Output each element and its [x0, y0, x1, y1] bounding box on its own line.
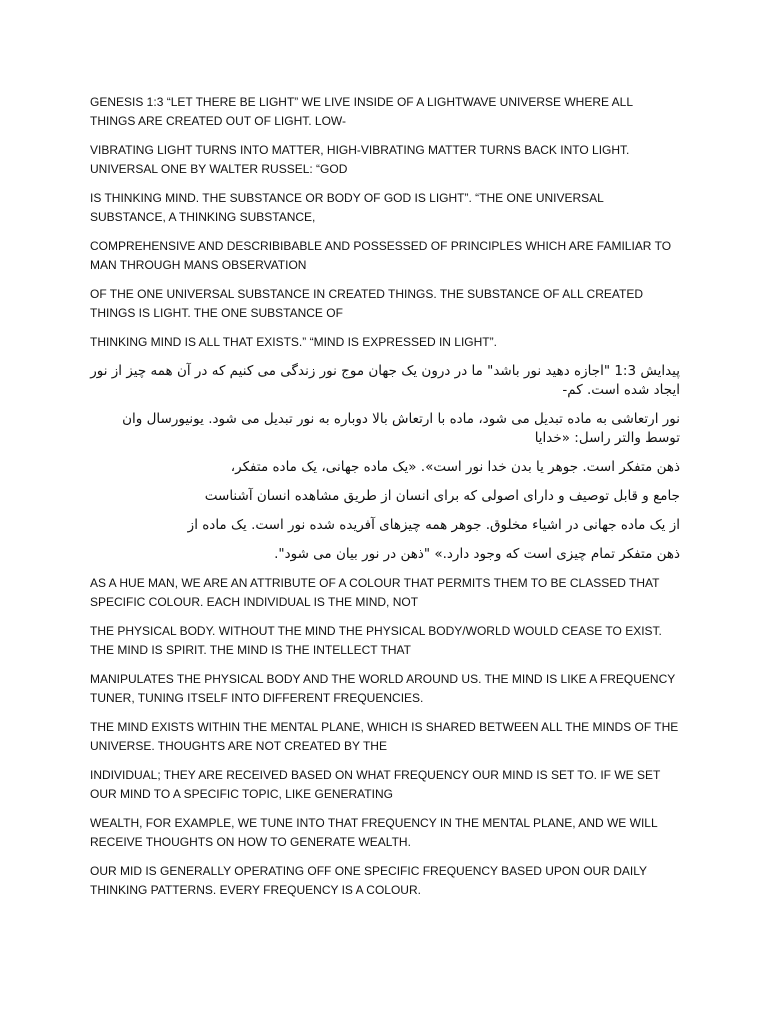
paragraph: INDIVIDUAL; THEY ARE RECEIVED BASED ON WHAT FREQUENCY OUR MIND IS SET TO. IF WE SET OUR MIND TO A SPECIFIC TOPIC, LIKE GENERATING: [90, 768, 661, 801]
paragraph: COMPREHENSIVE AND DESCRIBIBABLE AND POSSESSED OF PRINCIPLES WHICH ARE FAMILIAR TO MAN THROUGH MANS OBSERVATION: [90, 239, 672, 272]
paragraph: VIBRATING LIGHT TURNS INTO MATTER, HIGH-VIBRATING MATTER TURNS BACK INTO LIGHT. UNIVERSAL ONE BY WALTER RUSSEL: “GOD: [90, 143, 630, 176]
paragraph: WEALTH, FOR EXAMPLE, WE TUNE INTO THAT FREQUENCY IN THE MENTAL PLANE, AND WE WILL RECEIVE THOUGHTS ON HOW TO GENERATE WEALTH.: [90, 816, 658, 849]
persian-paragraph: از یک ماده جهانی در اشیاء مخلوق. جوهر همه چیزهای آفریده شده نور است. یک ماده از: [187, 517, 680, 533]
paragraph: THE MIND EXISTS WITHIN THE MENTAL PLANE, WHICH IS SHARED BETWEEN ALL THE MINDS OF THE UNIVERSE. THOUGHTS ARE NOT CREATED BY THE: [90, 720, 679, 753]
paragraph: MANIPULATES THE PHYSICAL BODY AND THE WORLD AROUND US. THE MIND IS LIKE A FREQUENCY TUNER, TUNING ITSELF INTO DIFFERENT FREQUENCIES.: [90, 672, 676, 705]
persian-paragraph: جامع و قابل توصیف و دارای اصولی که برای انسان از طریق مشاهده انسان آشناست: [204, 488, 680, 504]
paragraph: OUR MID IS GENERALLY OPERATING OFF ONE SPECIFIC FREQUENCY BASED UPON OUR DAILY THINKING PATTERNS. EVERY FREQUENCY IS A COLOUR.: [90, 864, 647, 897]
paragraph: AS A HUE MAN, WE ARE AN ATTRIBUTE OF A COLOUR THAT PERMITS THEM TO BE CLASSED THAT SPECIFIC COLOUR. EACH INDIVIDUAL IS THE MIND, NOT: [90, 576, 660, 609]
persian-paragraph: پیدایش 1:3 "اجازه دهید نور باشد" ما در درون یک جهان موج نور زندگی می کنیم که در آن همه چیز از نور ایجاد شده است. کم-: [90, 363, 680, 398]
paragraph: THE PHYSICAL BODY. WITHOUT THE MIND THE PHYSICAL BODY/WORLD WOULD CEASE TO EXIST. THE MIND IS SPIRIT. THE MIND IS THE INTELLECT THAT: [90, 624, 662, 657]
paragraph: IS THINKING MIND. THE SUBSTANCE OR BODY OF GOD IS LIGHT”. “THE ONE UNIVERSAL SUBSTANCE, A THINKING SUBSTANCE,: [90, 191, 604, 224]
paragraph: GENESIS 1:3 “LET THERE BE LIGHT” WE LIVE INSIDE OF A LIGHTWAVE UNIVERSE WHERE ALL THINGS ARE CREATED OUT OF LIGHT. LOW-: [90, 95, 633, 128]
persian-paragraph: ذهن متفکر تمام چیزی است که وجود دارد.» "ذهن در نور بیان می شود".: [274, 546, 680, 562]
persian-paragraph: نور ارتعاشی به ماده تبدیل می شود، ماده با ارتعاش بالا دوباره به نور تبدیل می شود. یونیورسال وان توسط والتر راسل: «خدایا: [122, 411, 680, 446]
paragraph: OF THE ONE UNIVERSAL SUBSTANCE IN CREATED THINGS. THE SUBSTANCE OF ALL CREATED THINGS IS LIGHT. THE ONE SUBSTANCE OF: [90, 287, 643, 320]
persian-paragraph: ذهن متفکر است. جوهر یا بدن خدا نور است». «یک ماده جهانی، یک ماده متفکر،: [230, 459, 680, 475]
paragraph: THINKING MIND IS ALL THAT EXISTS.” “MIND IS EXPRESSED IN LIGHT”.: [90, 335, 497, 349]
document-body: [90, 93, 680, 910]
